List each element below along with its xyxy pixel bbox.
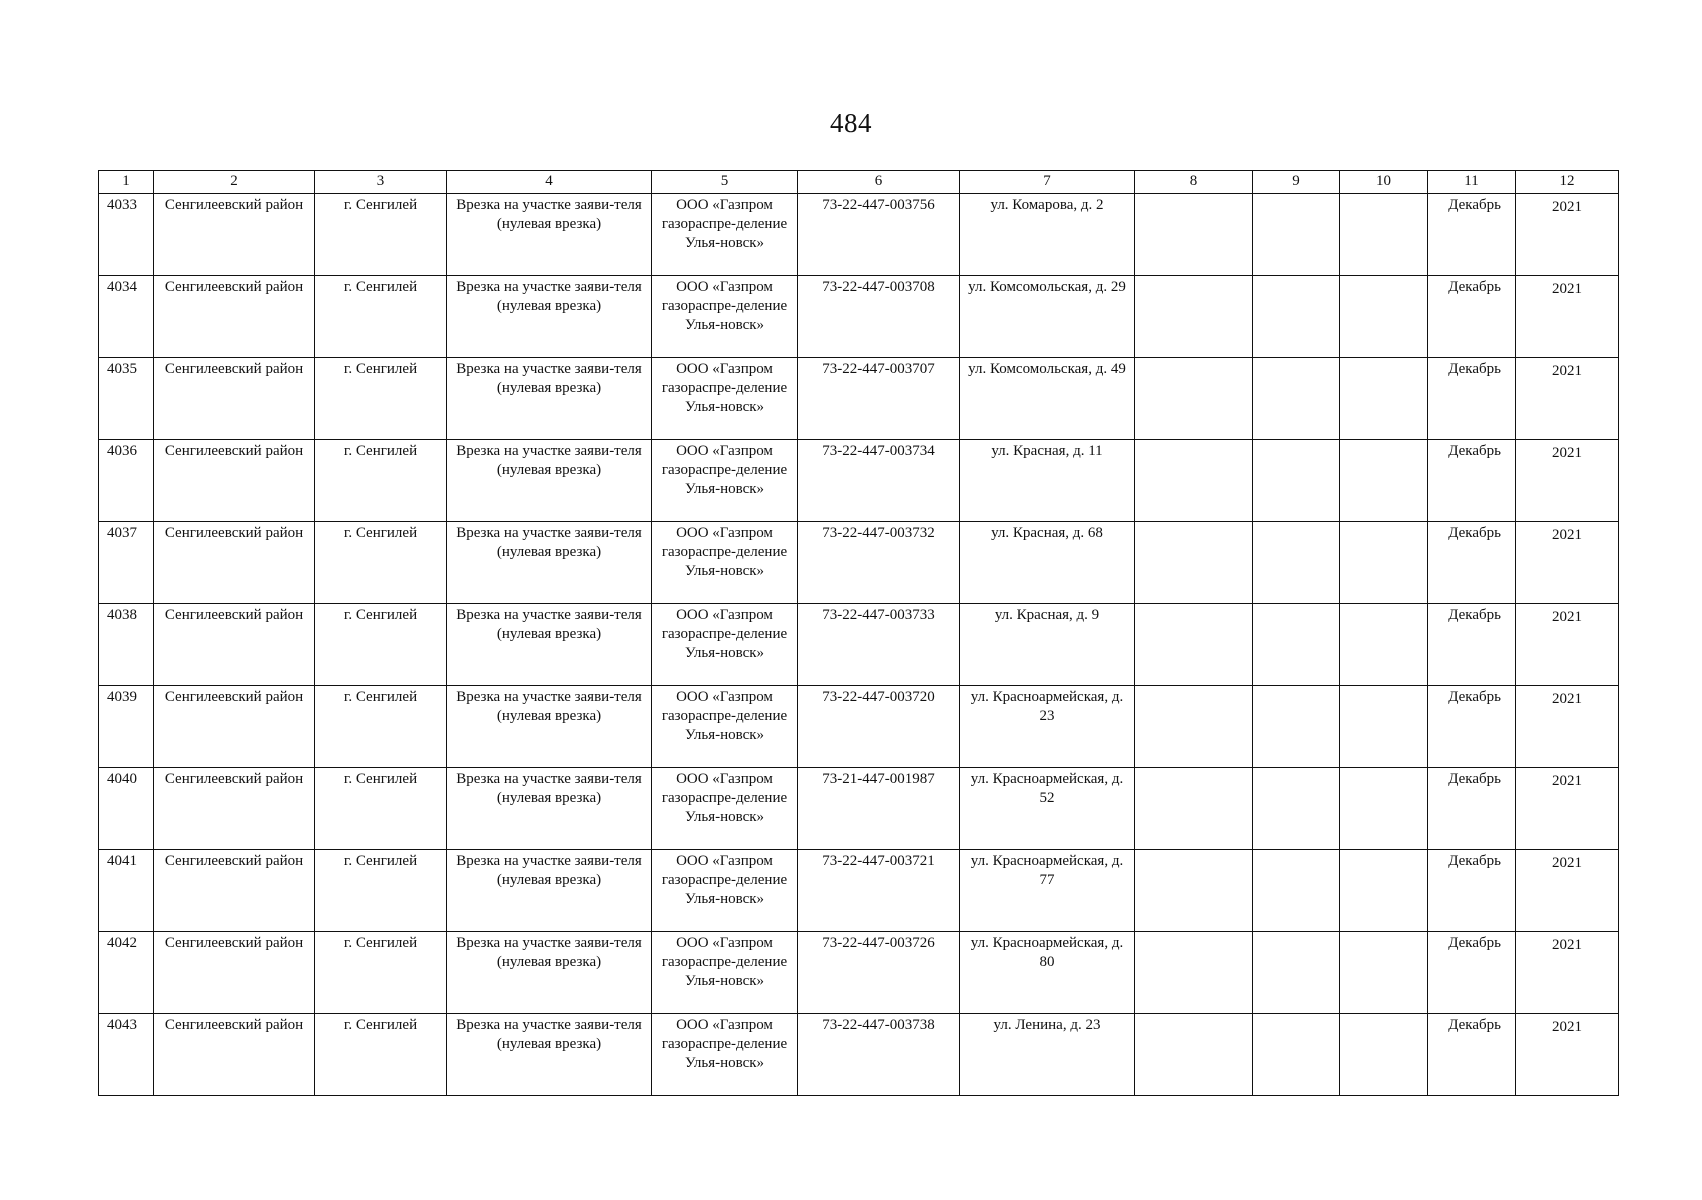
month-cell: Декабрь	[1428, 604, 1516, 686]
year-cell: 2021	[1516, 604, 1619, 686]
address-cell: ул. Красноармейская, д. 77	[960, 850, 1135, 932]
column-10-cell	[1340, 440, 1428, 522]
work-type-cell: Врезка на участке заяви-теля (нулевая врезка)	[447, 850, 652, 932]
table-row	[99, 276, 1619, 358]
column-8-cell	[1135, 522, 1253, 604]
column-9-cell	[1253, 1014, 1340, 1096]
row-number: 4042	[99, 932, 154, 1014]
column-9-cell	[1253, 194, 1340, 276]
table-row	[99, 850, 1619, 932]
district-cell: Сенгилеевский район	[154, 440, 315, 522]
table-row	[99, 440, 1619, 522]
table-row	[99, 686, 1619, 768]
year-cell: 2021	[1516, 850, 1619, 932]
table-row	[99, 358, 1619, 440]
table-row	[99, 768, 1619, 850]
object-code-cell: 73-22-447-003721	[798, 850, 960, 932]
locality-cell: г. Сенгилей	[315, 1014, 447, 1096]
work-type-cell: Врезка на участке заяви-теля (нулевая врезка)	[447, 768, 652, 850]
column-9-cell	[1253, 686, 1340, 768]
locality-cell: г. Сенгилей	[315, 768, 447, 850]
column-header: 12	[1516, 171, 1619, 194]
column-9-cell	[1253, 276, 1340, 358]
work-type-cell: Врезка на участке заяви-теля (нулевая врезка)	[447, 522, 652, 604]
organization-cell: ООО «Газпром газораспре-деление Улья-новск»	[652, 850, 798, 932]
address-cell: ул. Комарова, д. 2	[960, 194, 1135, 276]
month-cell: Декабрь	[1428, 276, 1516, 358]
month-cell: Декабрь	[1428, 850, 1516, 932]
table-row	[99, 1014, 1619, 1096]
month-cell: Декабрь	[1428, 1014, 1516, 1096]
organization-cell: ООО «Газпром газораспре-деление Улья-новск»	[652, 932, 798, 1014]
table-row	[99, 932, 1619, 1014]
year-cell: 2021	[1516, 768, 1619, 850]
district-cell: Сенгилеевский район	[154, 1014, 315, 1096]
organization-cell: ООО «Газпром газораспре-деление Улья-новск»	[652, 604, 798, 686]
locality-cell: г. Сенгилей	[315, 932, 447, 1014]
row-number: 4036	[99, 440, 154, 522]
organization-cell: ООО «Газпром газораспре-деление Улья-новск»	[652, 358, 798, 440]
column-8-cell	[1135, 768, 1253, 850]
column-header: 11	[1428, 171, 1516, 194]
column-8-cell	[1135, 932, 1253, 1014]
object-code-cell: 73-22-447-003708	[798, 276, 960, 358]
year-cell: 2021	[1516, 276, 1619, 358]
address-cell: ул. Красноармейская, д. 80	[960, 932, 1135, 1014]
organization-cell: ООО «Газпром газораспре-деление Улья-новск»	[652, 768, 798, 850]
column-8-cell	[1135, 194, 1253, 276]
row-number: 4039	[99, 686, 154, 768]
object-code-cell: 73-22-447-003738	[798, 1014, 960, 1096]
object-code-cell: 73-22-447-003733	[798, 604, 960, 686]
column-8-cell	[1135, 686, 1253, 768]
work-type-cell: Врезка на участке заяви-теля (нулевая врезка)	[447, 1014, 652, 1096]
month-cell: Декабрь	[1428, 686, 1516, 768]
locality-cell: г. Сенгилей	[315, 440, 447, 522]
column-header: 8	[1135, 171, 1253, 194]
column-10-cell	[1340, 1014, 1428, 1096]
district-cell: Сенгилеевский район	[154, 604, 315, 686]
district-cell: Сенгилеевский район	[154, 194, 315, 276]
column-10-cell	[1340, 686, 1428, 768]
column-10-cell	[1340, 850, 1428, 932]
year-cell: 2021	[1516, 358, 1619, 440]
organization-cell: ООО «Газпром газораспре-деление Улья-новск»	[652, 1014, 798, 1096]
column-header: 9	[1253, 171, 1340, 194]
column-10-cell	[1340, 768, 1428, 850]
column-10-cell	[1340, 358, 1428, 440]
column-8-cell	[1135, 358, 1253, 440]
district-cell: Сенгилеевский район	[154, 276, 315, 358]
object-code-cell: 73-22-447-003720	[798, 686, 960, 768]
address-cell: ул. Красноармейская, д. 23	[960, 686, 1135, 768]
column-header: 10	[1340, 171, 1428, 194]
organization-cell: ООО «Газпром газораспре-деление Улья-новск»	[652, 194, 798, 276]
row-number: 4034	[99, 276, 154, 358]
column-9-cell	[1253, 850, 1340, 932]
column-9-cell	[1253, 358, 1340, 440]
locality-cell: г. Сенгилей	[315, 276, 447, 358]
work-type-cell: Врезка на участке заяви-теля (нулевая врезка)	[447, 194, 652, 276]
locality-cell: г. Сенгилей	[315, 522, 447, 604]
row-number: 4037	[99, 522, 154, 604]
locality-cell: г. Сенгилей	[315, 604, 447, 686]
column-10-cell	[1340, 194, 1428, 276]
column-9-cell	[1253, 768, 1340, 850]
row-number: 4043	[99, 1014, 154, 1096]
month-cell: Декабрь	[1428, 194, 1516, 276]
district-cell: Сенгилеевский район	[154, 522, 315, 604]
column-9-cell	[1253, 440, 1340, 522]
month-cell: Декабрь	[1428, 440, 1516, 522]
address-cell: ул. Комсомольская, д. 49	[960, 358, 1135, 440]
column-header: 3	[315, 171, 447, 194]
column-header: 6	[798, 171, 960, 194]
month-cell: Декабрь	[1428, 932, 1516, 1014]
column-10-cell	[1340, 932, 1428, 1014]
column-8-cell	[1135, 1014, 1253, 1096]
work-type-cell: Врезка на участке заяви-теля (нулевая врезка)	[447, 686, 652, 768]
column-8-cell	[1135, 440, 1253, 522]
organization-cell: ООО «Газпром газораспре-деление Улья-новск»	[652, 686, 798, 768]
month-cell: Декабрь	[1428, 358, 1516, 440]
column-8-cell	[1135, 276, 1253, 358]
row-number: 4033	[99, 194, 154, 276]
district-cell: Сенгилеевский район	[154, 932, 315, 1014]
object-code-cell: 73-22-447-003734	[798, 440, 960, 522]
address-cell: ул. Ленина, д. 23	[960, 1014, 1135, 1096]
column-10-cell	[1340, 604, 1428, 686]
work-type-cell: Врезка на участке заяви-теля (нулевая врезка)	[447, 276, 652, 358]
column-header: 1	[99, 171, 154, 194]
object-code-cell: 73-22-447-003726	[798, 932, 960, 1014]
organization-cell: ООО «Газпром газораспре-деление Улья-новск»	[652, 440, 798, 522]
month-cell: Декабрь	[1428, 522, 1516, 604]
year-cell: 2021	[1516, 522, 1619, 604]
column-9-cell	[1253, 932, 1340, 1014]
column-9-cell	[1253, 604, 1340, 686]
row-number: 4038	[99, 604, 154, 686]
district-cell: Сенгилеевский район	[154, 850, 315, 932]
locality-cell: г. Сенгилей	[315, 194, 447, 276]
column-8-cell	[1135, 850, 1253, 932]
table-row	[99, 604, 1619, 686]
column-8-cell	[1135, 604, 1253, 686]
column-10-cell	[1340, 276, 1428, 358]
table-row	[99, 522, 1619, 604]
object-code-cell: 73-22-447-003756	[798, 194, 960, 276]
column-header: 5	[652, 171, 798, 194]
object-code-cell: 73-21-447-001987	[798, 768, 960, 850]
year-cell: 2021	[1516, 1014, 1619, 1096]
table-row	[99, 194, 1619, 276]
object-code-cell: 73-22-447-003732	[798, 522, 960, 604]
work-type-cell: Врезка на участке заяви-теля (нулевая врезка)	[447, 604, 652, 686]
address-cell: ул. Красная, д. 68	[960, 522, 1135, 604]
address-cell: ул. Красная, д. 9	[960, 604, 1135, 686]
page-number: 484	[830, 108, 872, 138]
work-type-cell: Врезка на участке заяви-теля (нулевая врезка)	[447, 440, 652, 522]
address-cell: ул. Комсомольская, д. 29	[960, 276, 1135, 358]
organization-cell: ООО «Газпром газораспре-деление Улья-новск»	[652, 276, 798, 358]
locality-cell: г. Сенгилей	[315, 358, 447, 440]
year-cell: 2021	[1516, 686, 1619, 768]
locality-cell: г. Сенгилей	[315, 850, 447, 932]
work-type-cell: Врезка на участке заяви-теля (нулевая врезка)	[447, 932, 652, 1014]
object-code-cell: 73-22-447-003707	[798, 358, 960, 440]
gasification-table	[98, 170, 1619, 1096]
year-cell: 2021	[1516, 932, 1619, 1014]
row-number: 4041	[99, 850, 154, 932]
address-cell: ул. Красная, д. 11	[960, 440, 1135, 522]
organization-cell: ООО «Газпром газораспре-деление Улья-новск»	[652, 522, 798, 604]
district-cell: Сенгилеевский район	[154, 358, 315, 440]
row-number: 4035	[99, 358, 154, 440]
column-header: 2	[154, 171, 315, 194]
column-header: 7	[960, 171, 1135, 194]
column-number-row	[99, 171, 1619, 194]
row-number: 4040	[99, 768, 154, 850]
column-header: 4	[447, 171, 652, 194]
month-cell: Декабрь	[1428, 768, 1516, 850]
district-cell: Сенгилеевский район	[154, 686, 315, 768]
year-cell: 2021	[1516, 194, 1619, 276]
year-cell: 2021	[1516, 440, 1619, 522]
column-9-cell	[1253, 522, 1340, 604]
district-cell: Сенгилеевский район	[154, 768, 315, 850]
column-10-cell	[1340, 522, 1428, 604]
locality-cell: г. Сенгилей	[315, 686, 447, 768]
address-cell: ул. Красноармейская, д. 52	[960, 768, 1135, 850]
work-type-cell: Врезка на участке заяви-теля (нулевая врезка)	[447, 358, 652, 440]
